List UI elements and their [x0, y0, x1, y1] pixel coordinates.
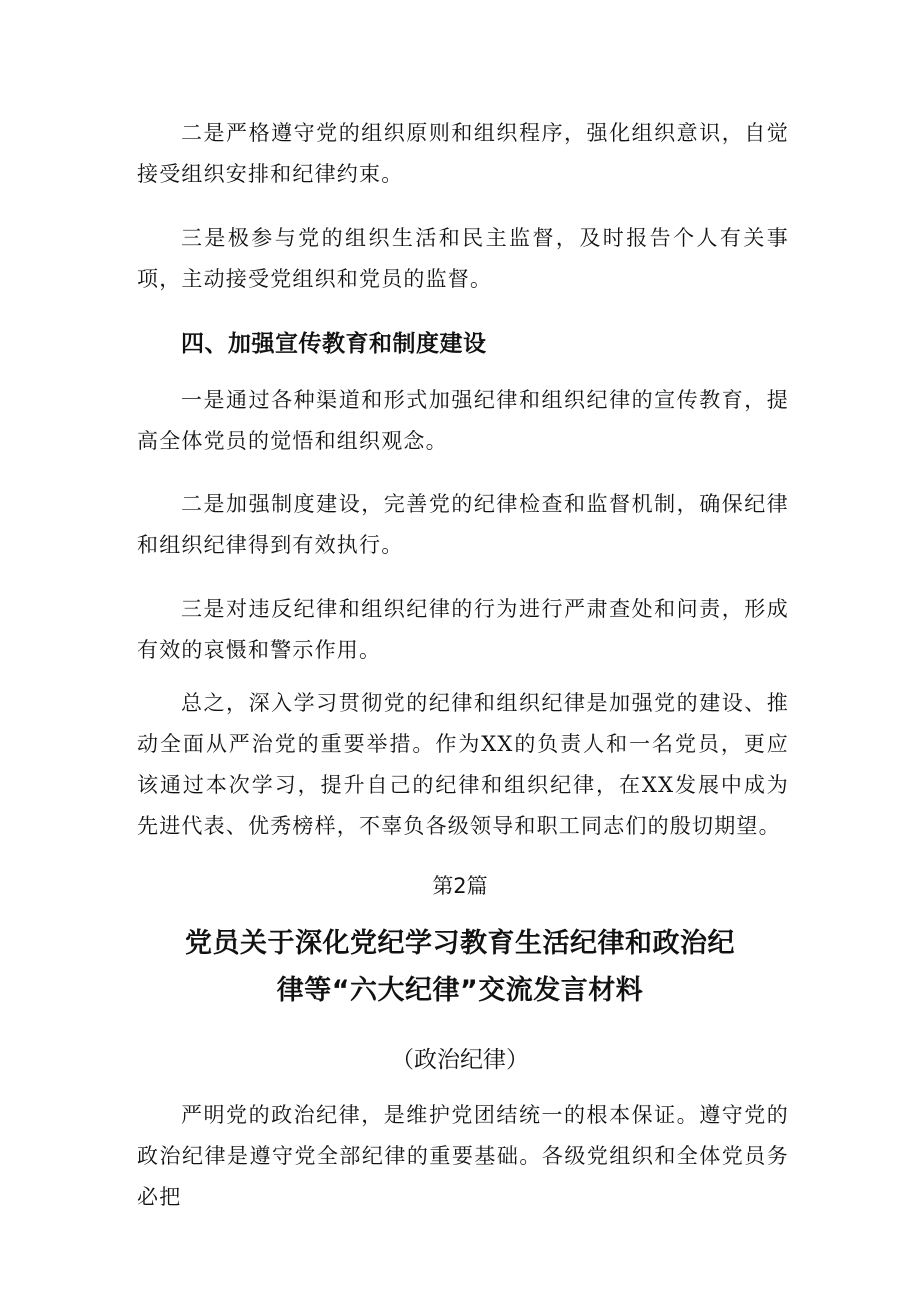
section3-item3-paragraph: 三是极参与党的组织生活和民主监督，及时报告个人有关事项，主动接受党组织和党员的监督。	[137, 226, 789, 291]
part2-title-line2: 律等“六大纪律”交流发言材料	[276, 975, 644, 1006]
section4-item1-paragraph: 一是通过各种渠道和形式加强纪律和组织纪律的宣传教育，提高全体党员的觉悟和组织观念。	[137, 388, 789, 453]
conclusion-paragraph: 总之，深入学习贯彻党的纪律和组织纪律是加强党的建设、推动全面从严治党的重要举措。作为XX的负责人和一名党员，更应该通过本次学习，提升自己的纪律和组织纪律，在XX发展中成为先进代表、优秀榜样，不辜负各级领导和职工同志们的殷切期望。	[137, 691, 789, 838]
section4-item2-paragraph: 二是加强制度建设，完善党的纪律检查和监督机制，确保纪律和组织纪律得到有效执行。	[137, 492, 789, 557]
part2-label: 第2篇	[432, 874, 488, 898]
section3-item2-paragraph: 二是严格遵守党的组织原则和组织程序，强化组织意识，自觉接受组织安排和纪律约束。	[137, 121, 789, 186]
part2-intro-paragraph: 严明党的政治纪律，是维护党团结统一的根本保证。遵守党的政治纪律是遵守党全部纪律的重要基础。各级党组织和全体党员务必把	[137, 1103, 789, 1209]
section4-heading: 四、加强宣传教育和制度建设	[181, 331, 487, 357]
part2-title-line1: 党员关于深化党纪学习教育生活纪律和政治纪	[185, 928, 735, 959]
part2-title	[0, 920, 920, 1014]
part2-subtitle: （政治纪律）	[391, 1047, 529, 1073]
section4-item3-paragraph: 三是对违反纪律和组织纪律的行为进行严肃查处和问责，形成有效的哀慑和警示作用。	[137, 597, 789, 662]
